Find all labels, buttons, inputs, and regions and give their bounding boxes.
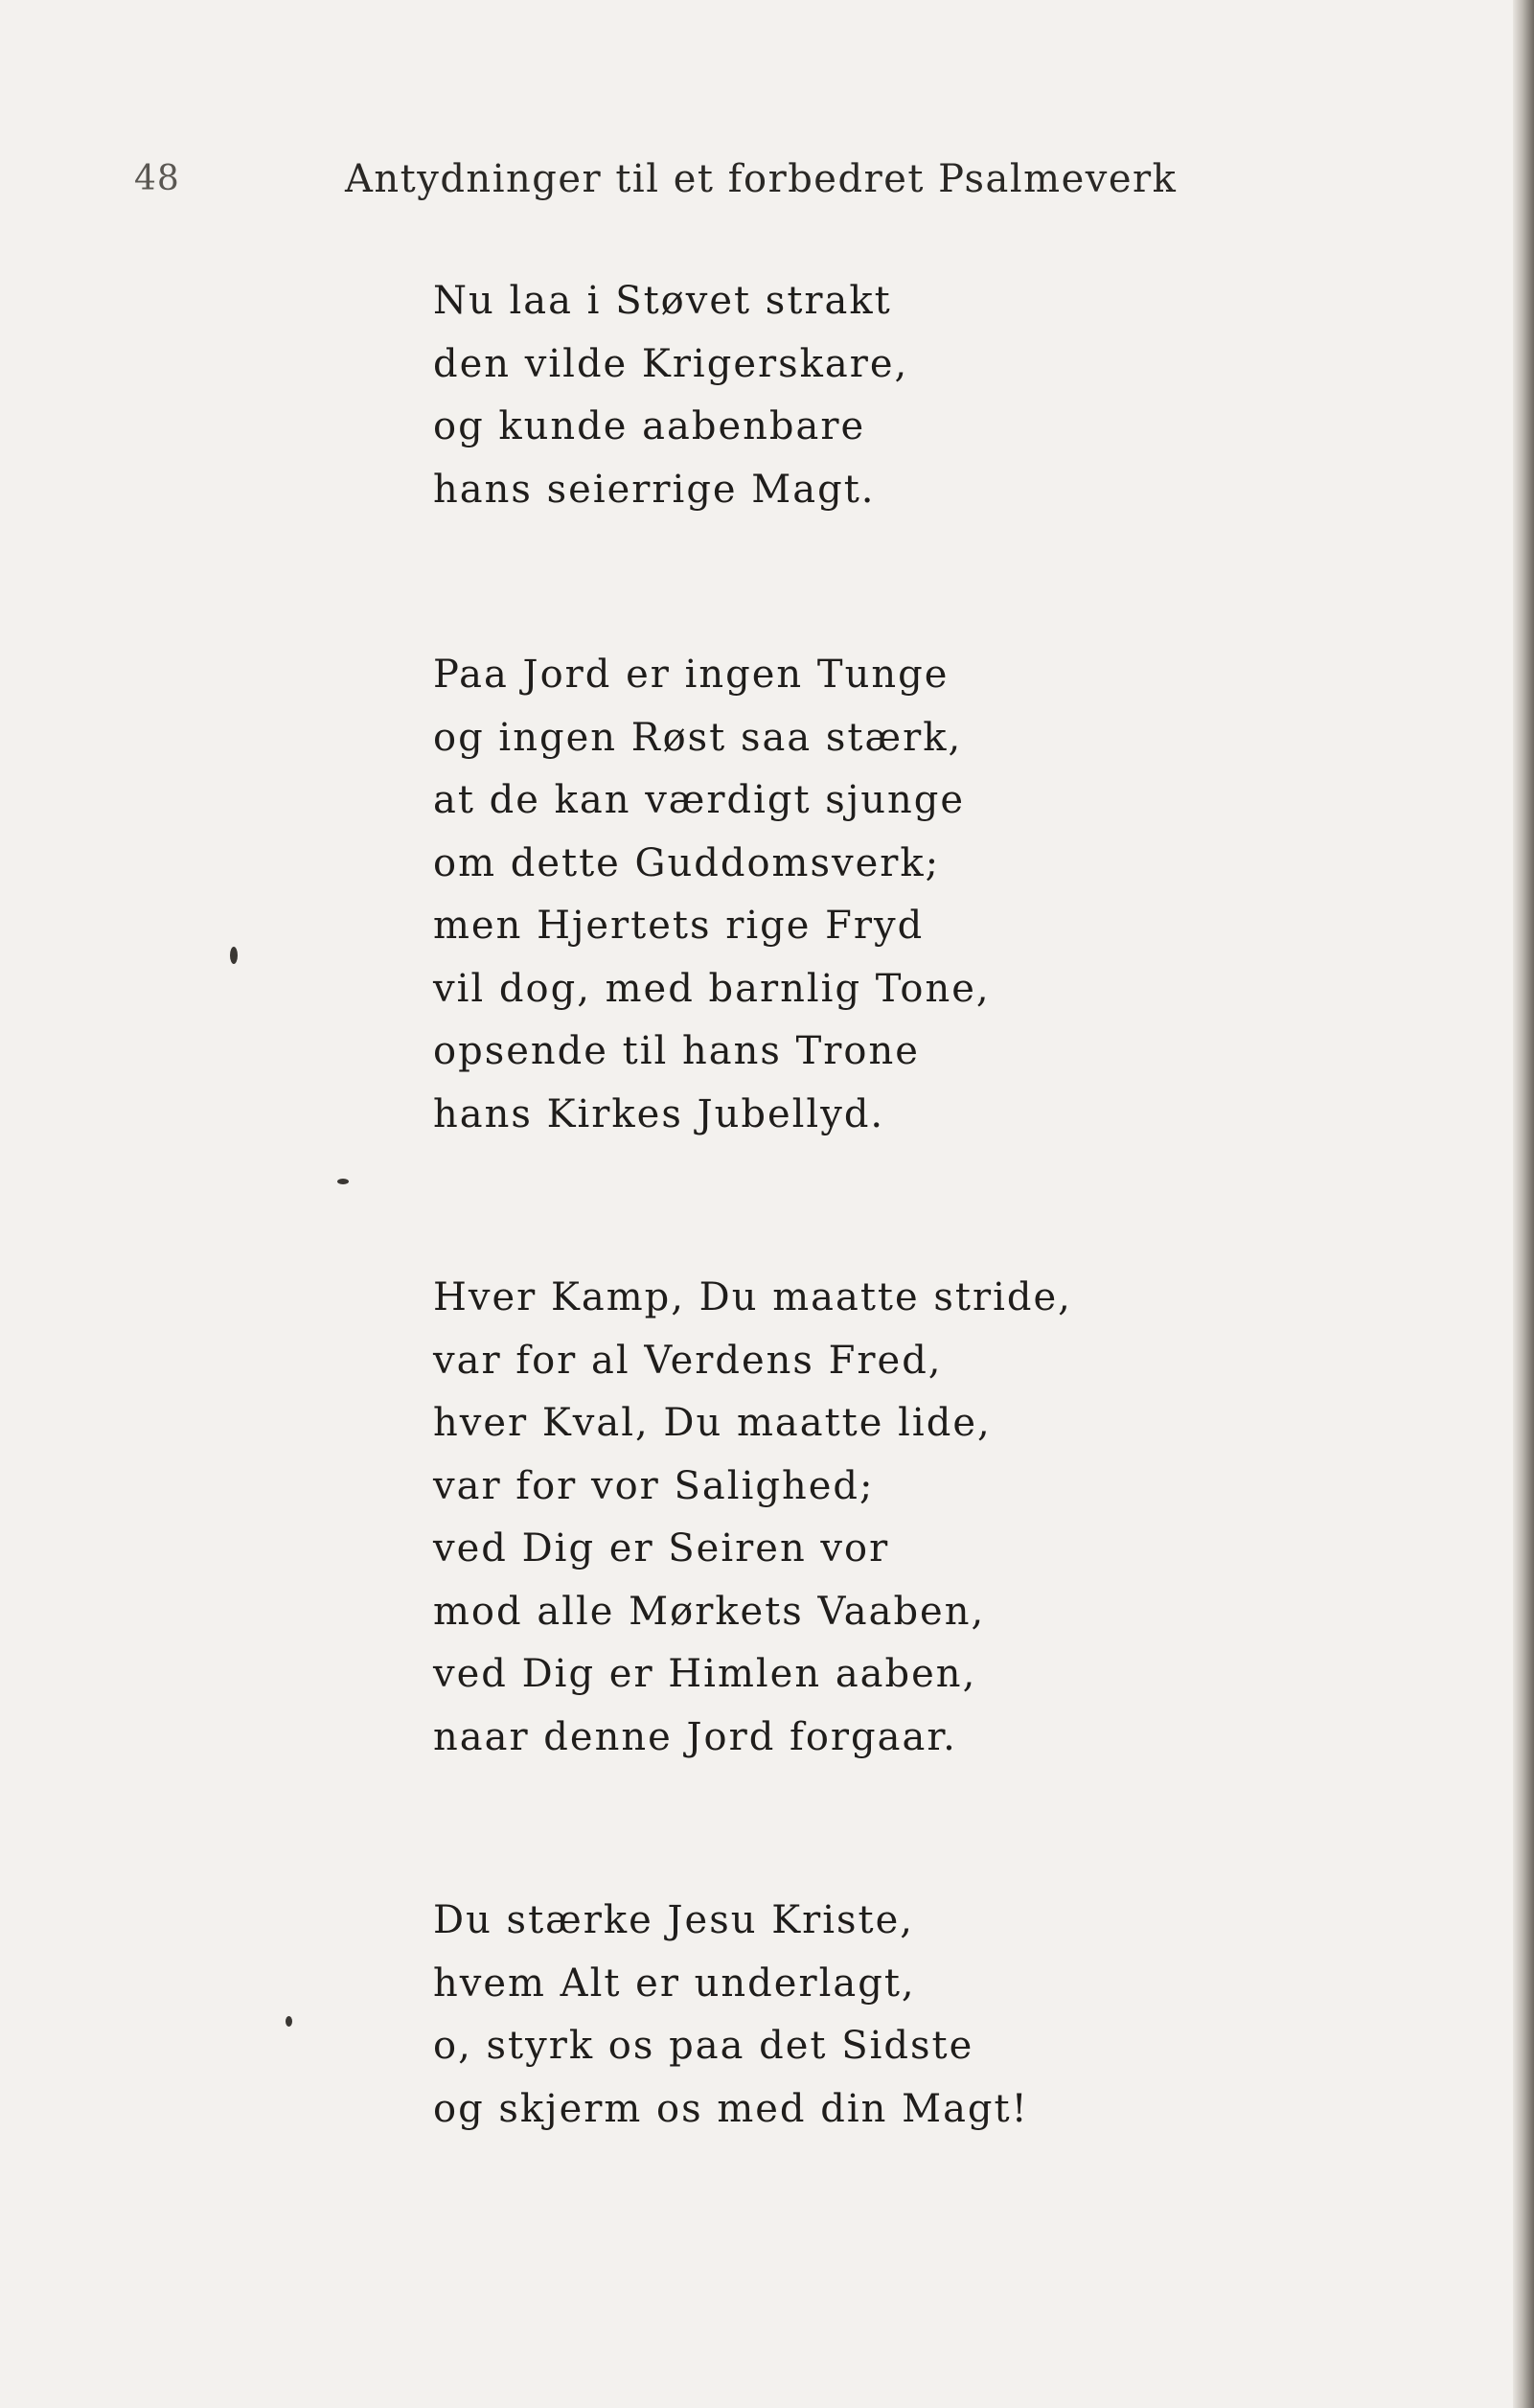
verse-line: at de kan værdigt sjunge <box>433 778 966 822</box>
stanza-1 <box>433 270 908 521</box>
verse-line: Paa Jord er ingen Tunge <box>433 653 950 697</box>
verse-line: om dette Guddomsverk; <box>433 840 941 885</box>
verse-line: o, styrk os paa det Sidste <box>433 2024 974 2068</box>
verse-line: hans seierrige Magt. <box>433 467 876 512</box>
verse-line: hvem Alt er underlagt, <box>433 1961 916 2006</box>
verse-line: opsende til hans Trone <box>433 1029 920 1073</box>
page-header <box>0 153 1534 207</box>
verse-line: og ingen Røst saa stærk, <box>433 715 963 760</box>
verse-line: vil dog, med barnlig Tone, <box>433 966 991 1011</box>
ink-speck <box>286 2016 292 2027</box>
stanza-4 <box>433 1890 1029 2141</box>
verse-line: ved Dig er Himlen aaben, <box>433 1652 977 1696</box>
verse-line: Hver Kamp, Du maatte stride, <box>433 1275 1072 1319</box>
verse-line: men Hjertets rige Fryd <box>433 904 925 948</box>
running-title: Antydninger til et forbedret Psalmeverk <box>345 157 1178 201</box>
verse-line: den vilde Krigerskare, <box>433 341 909 386</box>
page-edge-shadow <box>1513 0 1534 2408</box>
verse-line: og kunde aabenbare <box>433 404 866 448</box>
verse-line: og skjerm os med din Magt! <box>433 2086 1029 2131</box>
stanza-2 <box>433 644 991 1146</box>
page-number: 48 <box>134 159 180 198</box>
verse-line: hans Kirkes Jubellyd. <box>433 1091 885 1136</box>
verse-line: Nu laa i Støvet strakt <box>433 279 892 323</box>
verse-line: ved Dig er Seiren vor <box>433 1526 890 1571</box>
ink-speck <box>337 1179 349 1184</box>
verse-line: hver Kval, Du maatte lide, <box>433 1401 992 1445</box>
ink-speck <box>230 947 238 964</box>
verse-line: var for al Verdens Fred, <box>433 1338 943 1383</box>
verse-line: Du stærke Jesu Kriste, <box>433 1898 914 1942</box>
verse-line: var for vor Salighed; <box>433 1463 875 1508</box>
stanza-3 <box>433 1267 1072 1769</box>
verse-line: mod alle Mørkets Vaaben, <box>433 1589 986 1634</box>
verse-line: naar denne Jord forgaar. <box>433 1714 957 1759</box>
